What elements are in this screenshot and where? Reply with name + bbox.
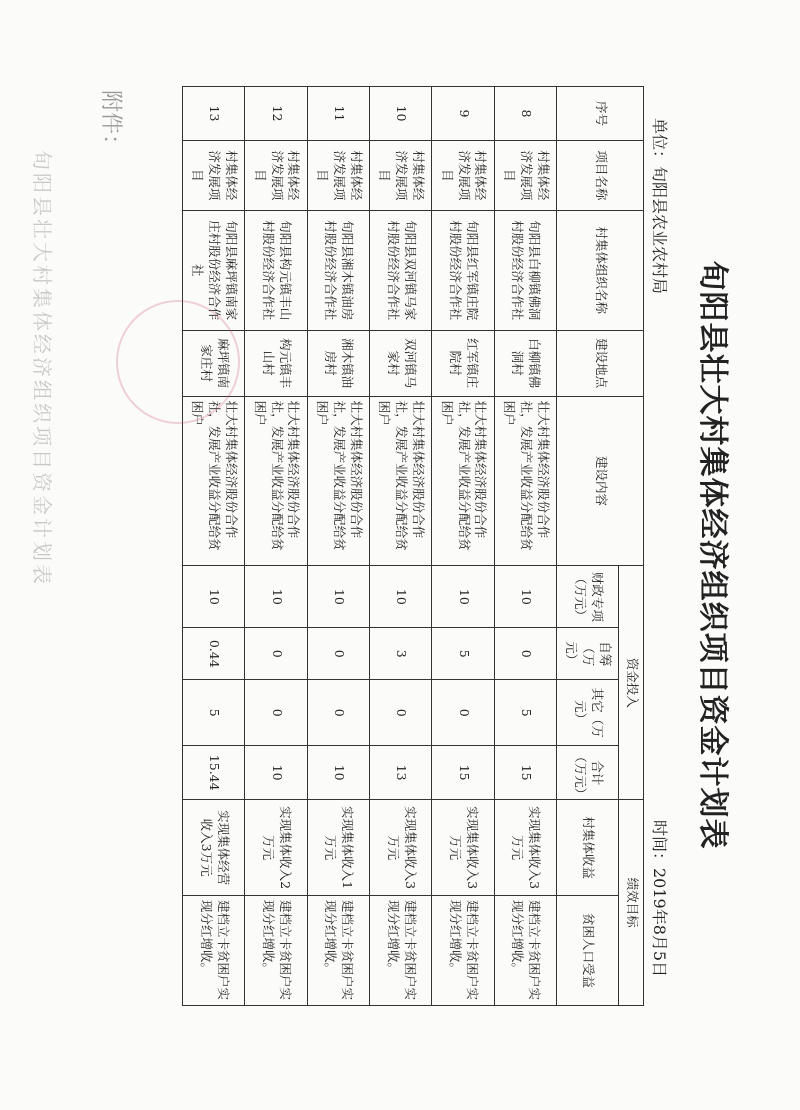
header-fiscal: 财政专项（万元） — [557, 566, 619, 628]
cell-org: 旬阳县麻坪镇南家庄村股份经济合作社 — [183, 210, 245, 330]
cell-project: 村集体经济发展项目 — [370, 140, 432, 210]
table-row — [183, 87, 245, 1006]
header-location: 建设地点 — [557, 330, 644, 396]
cell-other: 0 — [245, 680, 307, 746]
cell-village-income: 实现集体收入3万元 — [432, 800, 494, 896]
cell-fiscal: 10 — [183, 566, 245, 628]
cell-fiscal: 10 — [432, 566, 494, 628]
fund-plan-table — [182, 86, 644, 1006]
page-title: 旬阳县壮大村集体经济组织项目资金计划表 — [695, 260, 730, 850]
cell-location: 构元镇丰山村 — [245, 330, 307, 396]
cell-poor-income: 建档立卡贫困户实现分红增收。 — [370, 896, 432, 1006]
cell-org: 旬阳县红军镇庄院村股份经济合作社 — [432, 210, 494, 330]
header-poor-income: 贫困人口受益 — [557, 896, 619, 1006]
cell-project: 村集体经济发展项目 — [183, 140, 245, 210]
table-row — [432, 87, 494, 1006]
cell-seq: 11 — [307, 87, 369, 141]
date-label: 时间：2019年8月5日 — [650, 820, 669, 978]
cell-total: 15 — [494, 746, 556, 800]
cell-total: 10 — [307, 746, 369, 800]
cell-seq: 8 — [494, 87, 556, 141]
cell-self: 5 — [432, 628, 494, 680]
cell-seq: 10 — [370, 87, 432, 141]
cell-content: 壮大村集体经济股份合作社，发展产业收益分配给贫困户 — [432, 396, 494, 566]
cell-total: 13 — [370, 746, 432, 800]
unit-label: 单位：旬阳县农业农村局 — [650, 118, 669, 295]
header-row-1 — [619, 87, 644, 1006]
cell-poor-income: 建档立卡贫困户实现分红增收。 — [183, 896, 245, 1006]
cell-other: 5 — [183, 680, 245, 746]
cell-project: 村集体经济发展项目 — [245, 140, 307, 210]
cell-village-income: 实现集体收入2万元 — [245, 800, 307, 896]
header-village-income: 村集体收益 — [557, 800, 619, 896]
cell-location: 麻坪镇南家庄村 — [183, 330, 245, 396]
header-seq: 序号 — [557, 87, 644, 141]
cell-self: 0 — [245, 628, 307, 680]
cell-poor-income: 建档立卡贫困户实现分红增收。 — [494, 896, 556, 1006]
cell-other: 0 — [307, 680, 369, 746]
header-perf: 绩效目标 — [619, 800, 644, 1006]
header-project: 项目名称 — [557, 140, 644, 210]
table-row — [370, 87, 432, 1006]
cell-project: 村集体经济发展项目 — [494, 140, 556, 210]
table-row — [494, 87, 556, 1006]
cell-location: 红军镇庄院村 — [432, 330, 494, 396]
cell-other: 5 — [494, 680, 556, 746]
cell-seq: 12 — [245, 87, 307, 141]
header-total: 合计（万元） — [557, 746, 619, 800]
official-seal — [116, 300, 240, 424]
cell-self: 0 — [494, 628, 556, 680]
cell-other: 0 — [370, 680, 432, 746]
cell-fiscal: 10 — [307, 566, 369, 628]
cell-location: 双河镇马家村 — [370, 330, 432, 396]
cell-content: 壮大村集体经济股份合作社，发展产业收益分配给贫困户 — [370, 396, 432, 566]
cell-self: 3 — [370, 628, 432, 680]
header-funds: 资金投入 — [619, 566, 644, 800]
header-content: 建设内容 — [557, 396, 644, 566]
bleed-through-text: 旬阳县壮大村集体经济组织项目资金计划表 — [30, 150, 54, 587]
cell-village-income: 实现集体收入1万元 — [307, 800, 369, 896]
cell-poor-income: 建档立卡贫困户实现分红增收。 — [245, 896, 307, 1006]
cell-total: 15 — [432, 746, 494, 800]
cell-poor-income: 建档立卡贫困户实现分红增收。 — [307, 896, 369, 1006]
cell-location: 白柳镇佛洞村 — [494, 330, 556, 396]
cell-fiscal: 10 — [370, 566, 432, 628]
cell-project: 村集体经济发展项目 — [432, 140, 494, 210]
cell-village-income: 实现集体经营收入3万元 — [183, 800, 245, 896]
table-row — [307, 87, 369, 1006]
cell-self: 0.44 — [183, 628, 245, 680]
footer-note: 附件： — [98, 90, 123, 157]
cell-content: 壮大村集体经济股份合作社，发展产业收益分配给贫困户 — [245, 396, 307, 566]
cell-content: 壮大村集体经济股份合作社，发展产业收益分配给贫困户 — [494, 396, 556, 566]
cell-seq: 9 — [432, 87, 494, 141]
cell-fiscal: 10 — [245, 566, 307, 628]
header-other: 其它（万元） — [557, 680, 619, 746]
cell-seq: 13 — [183, 87, 245, 141]
cell-total: 15.44 — [183, 746, 245, 800]
cell-org: 旬阳县双河镇马家村股份经济合作社 — [370, 210, 432, 330]
cell-org: 旬阳县构元镇丰山村股份经济合作社 — [245, 210, 307, 330]
cell-project: 村集体经济发展项目 — [307, 140, 369, 210]
header-org: 村集体组织名称 — [557, 210, 644, 330]
cell-village-income: 实现集体收入3万元 — [370, 800, 432, 896]
cell-other: 0 — [432, 680, 494, 746]
cell-org: 旬阳县白柳镇佛洞村股份经济合作社 — [494, 210, 556, 330]
table-row — [245, 87, 307, 1006]
cell-location: 湘木镇油房村 — [307, 330, 369, 396]
cell-total: 10 — [245, 746, 307, 800]
cell-content: 壮大村集体经济股份合作社，发展产业收益分配给贫困户 — [307, 396, 369, 566]
cell-poor-income: 建档立卡贫困户实现分红增收。 — [432, 896, 494, 1006]
cell-self: 0 — [307, 628, 369, 680]
cell-village-income: 实现集体收入3万元 — [494, 800, 556, 896]
cell-fiscal: 10 — [494, 566, 556, 628]
header-self: 自筹（万元） — [557, 628, 619, 680]
cell-content: 壮大村集体经济股份合作社，发展产业收益分配给贫困户 — [183, 396, 245, 566]
cell-org: 旬阳县湘木镇油房村股份经济合作社 — [307, 210, 369, 330]
